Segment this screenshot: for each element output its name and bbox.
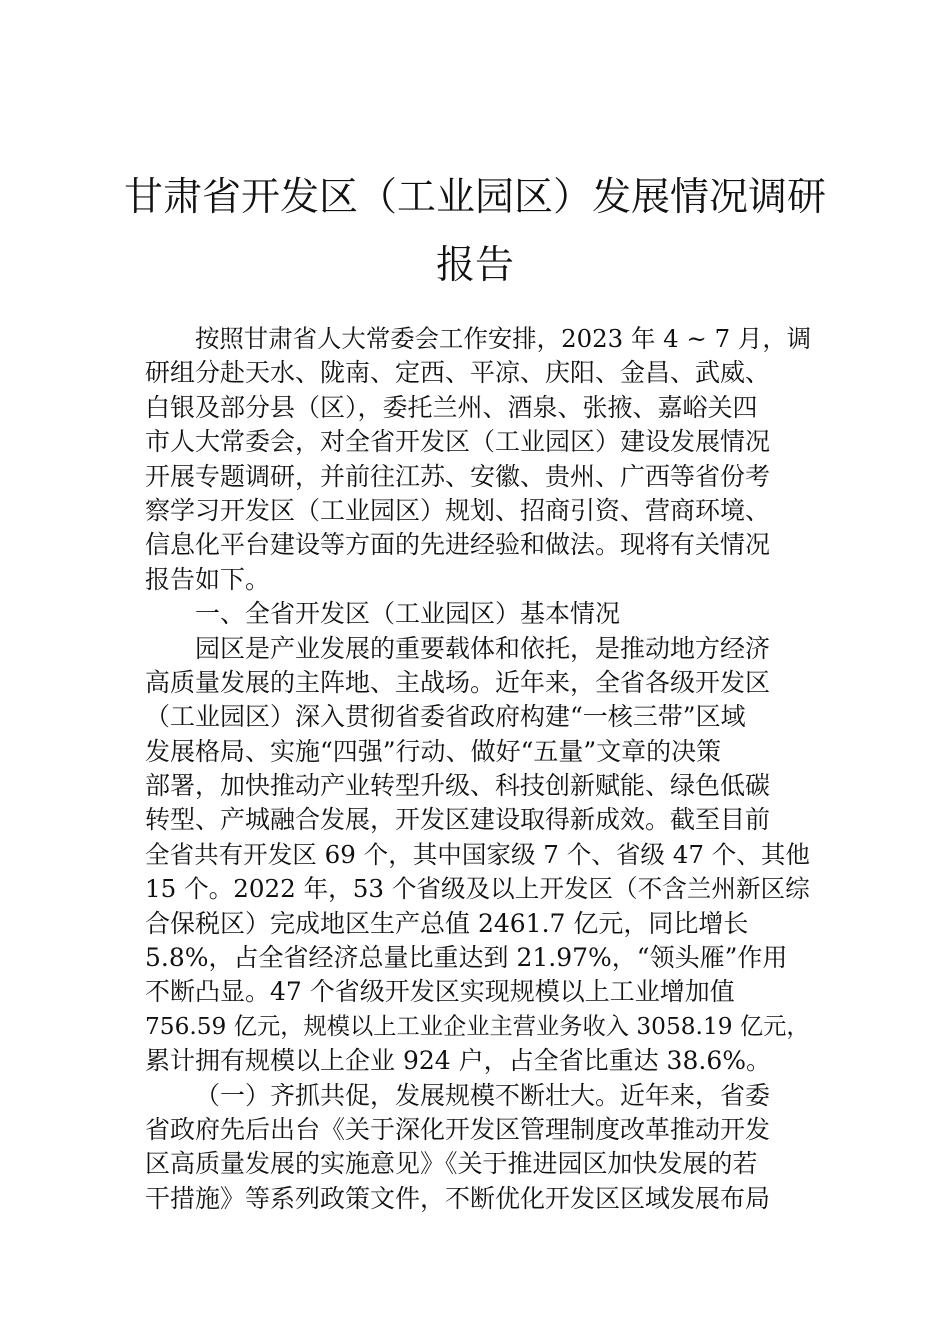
paragraph-overview-line: 全省共有开发区 69 个，其中国家级 7 个、省级 47 个、其他: [145, 839, 810, 869]
paragraph-overview-line: 合保税区）完成地区生产总值 2461.7 亿元，同比增长: [145, 908, 749, 938]
paragraph-overview-line: 转型、产城融合发展，开发区建设取得新成效。截至目前: [145, 805, 771, 835]
document-title: 甘肃省开发区（工业园区）发展情况调研: [123, 175, 826, 220]
document-title-continued: 报告: [435, 243, 514, 288]
paragraph-intro-line: 市人大常委会，对全省开发区（工业园区）建设发展情况: [145, 427, 771, 457]
paragraph-overview-line: （工业园区）深入贯彻省委省政府构建“一核三带”区域: [145, 702, 746, 732]
paragraph-overview-line: 累计拥有规模以上企业 924 户，占全省比重达 38.6%。: [145, 1046, 771, 1076]
paragraph-overview-line: 5.8%，占全省经济总量比重达到 21.97%，“领头雁”作用: [145, 943, 788, 973]
paragraph-intro-line: 察学习开发区（工业园区）规划、招商引资、营商环境、: [145, 495, 771, 525]
paragraph-intro-line: 信息化平台建设等方面的先进经验和做法。现将有关情况: [145, 530, 771, 560]
paragraph-overview-line: 园区是产业发展的重要载体和依托，是推动地方经济: [195, 633, 771, 663]
section-heading: 一、全省开发区（工业园区）基本情况: [195, 599, 621, 629]
paragraph-intro-line: 研组分赴天水、陇南、定西、平凉、庆阳、金昌、武威、: [145, 358, 771, 388]
paragraph-subsection-line: 省政府先后出台《关于深化开发区管理制度改革推动开发: [145, 1114, 771, 1144]
paragraph-overview-line: 发展格局、实施“四强”行动、做好“五量”文章的决策: [145, 736, 722, 766]
paragraph-subsection-line: 干措施》等系列政策文件，不断优化开发区区域发展布局: [145, 1183, 771, 1213]
paragraph-intro-line: 报告如下。: [145, 564, 271, 594]
paragraph-overview-line: 15 个。2022 年，53 个省级及以上开发区（不含兰州新区综: [145, 874, 810, 904]
paragraph-subsection-line: （一）齐抓共促，发展规模不断壮大。近年来，省委: [195, 1080, 771, 1110]
paragraph-overview-line: 部署，加快推动产业转型升级、科技创新赋能、绿色低碳: [145, 771, 771, 801]
paragraph-overview-line: 756.59 亿元，规模以上工业企业主营业务收入 3058.19 亿元，: [145, 1012, 810, 1040]
paragraph-subsection-line: 区高质量发展的实施意见》《关于推进园区加快发展的若: [145, 1149, 758, 1179]
paragraph-intro-line: 开展专题调研，并前往江苏、安徽、贵州、广西等省份考: [145, 461, 771, 491]
paragraph-overview-line: 不断凸显。47 个省级开发区实现规模以上工业增加值: [145, 977, 735, 1007]
paragraph-overview-line: 高质量发展的主阵地、主战场。近年来，全省各级开发区: [145, 667, 771, 697]
paragraph-intro-line: 白银及部分县（区），委托兰州、酒泉、张掖、嘉峪关四: [145, 392, 758, 422]
paragraph-intro-line: 按照甘肃省人大常委会工作安排，2023 年 4 ~ 7 月，调: [195, 324, 812, 353]
document-body: [145, 322, 810, 1216]
